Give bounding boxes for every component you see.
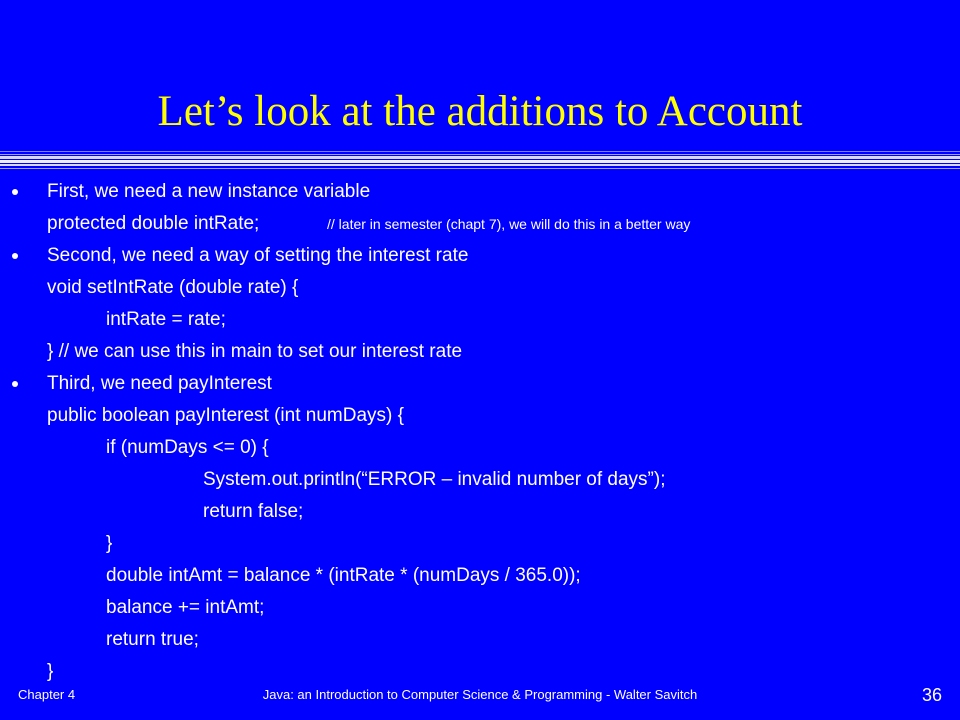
- bullet-item: [0, 176, 960, 208]
- line-text: Second, we need a way of setting the interest rate: [47, 245, 469, 266]
- line-text: public boolean payInterest (int numDays) {: [47, 405, 404, 426]
- line-comment: // later in semester (chapt 7), we will do this in a better way: [327, 216, 691, 232]
- bullet-dot-icon: [12, 189, 18, 195]
- line-text: void setIntRate (double rate) {: [47, 277, 299, 298]
- code-line: [0, 528, 960, 560]
- line-text: Third, we need payInterest: [47, 373, 272, 394]
- line-text: First, we need a new instance variable: [47, 181, 371, 202]
- code-line: [0, 400, 960, 432]
- line-text: System.out.println(“ERROR – invalid number of days”);: [203, 469, 666, 490]
- slide-title: Let’s look at the additions to Account: [157, 88, 803, 135]
- line-text: }: [47, 661, 54, 682]
- code-line: [0, 496, 960, 528]
- bullet-item: [0, 368, 960, 400]
- line-text: return false;: [203, 501, 304, 522]
- code-line: [0, 272, 960, 304]
- code-line: [0, 336, 960, 368]
- line-text: return true;: [106, 629, 199, 650]
- code-line: [0, 560, 960, 592]
- footer-chapter: Chapter 4: [18, 687, 76, 702]
- title-divider: [0, 150, 960, 172]
- bullet-dot-icon: [12, 253, 18, 259]
- line-text: if (numDays <= 0) {: [106, 437, 269, 458]
- line-text: balance += intAmt;: [106, 597, 265, 618]
- code-line: [0, 208, 960, 240]
- bullet-dot-icon: [12, 381, 18, 387]
- line-text: } // we can use this in main to set our interest rate: [47, 341, 463, 362]
- line-text: double intAmt = balance * (intRate * (numDays / 365.0));: [106, 565, 581, 586]
- line-text: intRate = rate;: [106, 309, 226, 330]
- code-line: [0, 592, 960, 624]
- code-line: [0, 304, 960, 336]
- footer-page-number: 36: [921, 685, 942, 705]
- footer-course-title: Java: an Introduction to Computer Science & Programming - Walter Savitch: [262, 687, 698, 702]
- line-text: }: [106, 533, 113, 554]
- code-line: [0, 624, 960, 656]
- code-line: [0, 464, 960, 496]
- code-line: [0, 432, 960, 464]
- bullet-item: [0, 240, 960, 272]
- line-text: protected double intRate;: [47, 213, 260, 234]
